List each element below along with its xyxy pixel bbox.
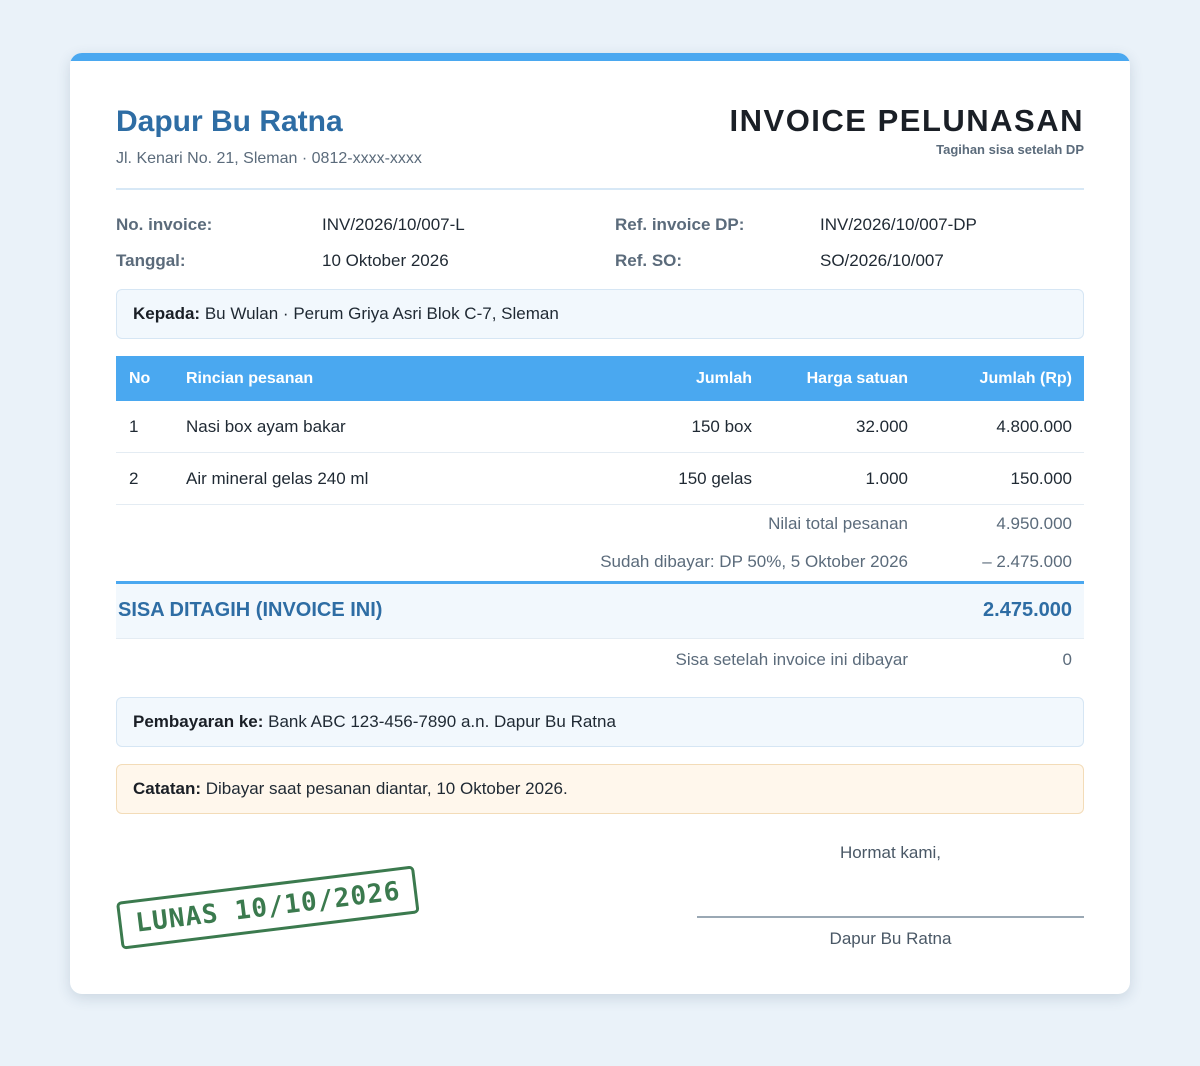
header-divider [116, 188, 1084, 190]
ref-so-label: Ref. SO: [615, 251, 683, 270]
remaining-value: 0 [1062, 650, 1072, 669]
date-value: 10 Oktober 2026 [322, 251, 449, 270]
header-no: No [129, 370, 151, 387]
payment-box [116, 697, 1084, 747]
header-unit-price: Harga satuan [806, 370, 908, 387]
items-table-header [116, 356, 1084, 401]
signature-greeting: Hormat kami, [839, 843, 942, 862]
table-row [116, 453, 1084, 505]
ref-dp-label: Ref. invoice DP: [615, 215, 745, 234]
date-label: Tanggal: [116, 251, 186, 270]
paid-stamp: LUNAS 10/10/2026 [116, 865, 420, 949]
seller-address: Jl. Kenari No. 21, Sleman · 0812-xxxx-xxxx [116, 150, 422, 167]
header-amount: Jumlah (Rp) [979, 370, 1072, 387]
row-no: 2 [129, 469, 139, 488]
invoice-number-value: INV/2026/10/007-L [322, 215, 465, 234]
customer-label: Kepada: [133, 304, 201, 323]
customer-box [116, 289, 1084, 339]
signature-line [697, 916, 1084, 918]
remaining-label: Sisa setelah invoice ini dibayar [675, 650, 908, 669]
total-value: 4.950.000 [996, 514, 1072, 533]
row-unit-price: 1.000 [865, 469, 908, 488]
seller-name: Dapur Bu Ratna [116, 105, 343, 138]
amount-due-label: SISA DITAGIH (INVOICE INI) [118, 599, 383, 621]
row-no: 1 [129, 417, 139, 436]
table-row [116, 401, 1084, 453]
row-quantity: 150 gelas [678, 469, 752, 488]
document-title: INVOICE PELUNASAN [729, 103, 1084, 138]
row-amount: 150.000 [1010, 469, 1072, 488]
ref-so-value: SO/2026/10/007 [820, 251, 944, 270]
card-top-accent-bar [70, 53, 1130, 61]
row-description: Air mineral gelas 240 ml [186, 469, 369, 488]
row-amount: 4.800.000 [996, 417, 1072, 436]
paid-label: Sudah dibayar: DP 50%, 5 Oktober 2026 [600, 552, 908, 571]
ref-dp-value: INV/2026/10/007-DP [820, 215, 977, 234]
payment-value: Bank ABC 123-456-7890 a.n. Dapur Bu Ratna [268, 712, 616, 731]
document-subtitle: Tagihan sisa setelah DP [936, 142, 1084, 157]
invoice-card [70, 53, 1130, 994]
payment-label: Pembayaran ke: [133, 712, 264, 731]
note-box [116, 764, 1084, 814]
row-description: Nasi box ayam bakar [186, 417, 346, 436]
row-quantity: 150 box [691, 417, 752, 436]
signature-name: Dapur Bu Ratna [829, 929, 952, 948]
note-value: Dibayar saat pesanan diantar, 10 Oktober 2026. [205, 779, 568, 798]
row-unit-price: 32.000 [856, 417, 908, 436]
header-description: Rincian pesanan [186, 370, 314, 387]
amount-due-row [116, 581, 1084, 639]
total-label: Nilai total pesanan [768, 514, 908, 533]
header-quantity: Jumlah [695, 370, 752, 387]
amount-due-value: 2.475.000 [983, 599, 1072, 621]
customer-value: Bu Wulan · Perum Griya Asri Blok C-7, Sleman [204, 304, 559, 323]
paid-value: – 2.475.000 [982, 552, 1072, 571]
invoice-number-label: No. invoice: [116, 215, 213, 234]
note-label: Catatan: [133, 779, 202, 798]
